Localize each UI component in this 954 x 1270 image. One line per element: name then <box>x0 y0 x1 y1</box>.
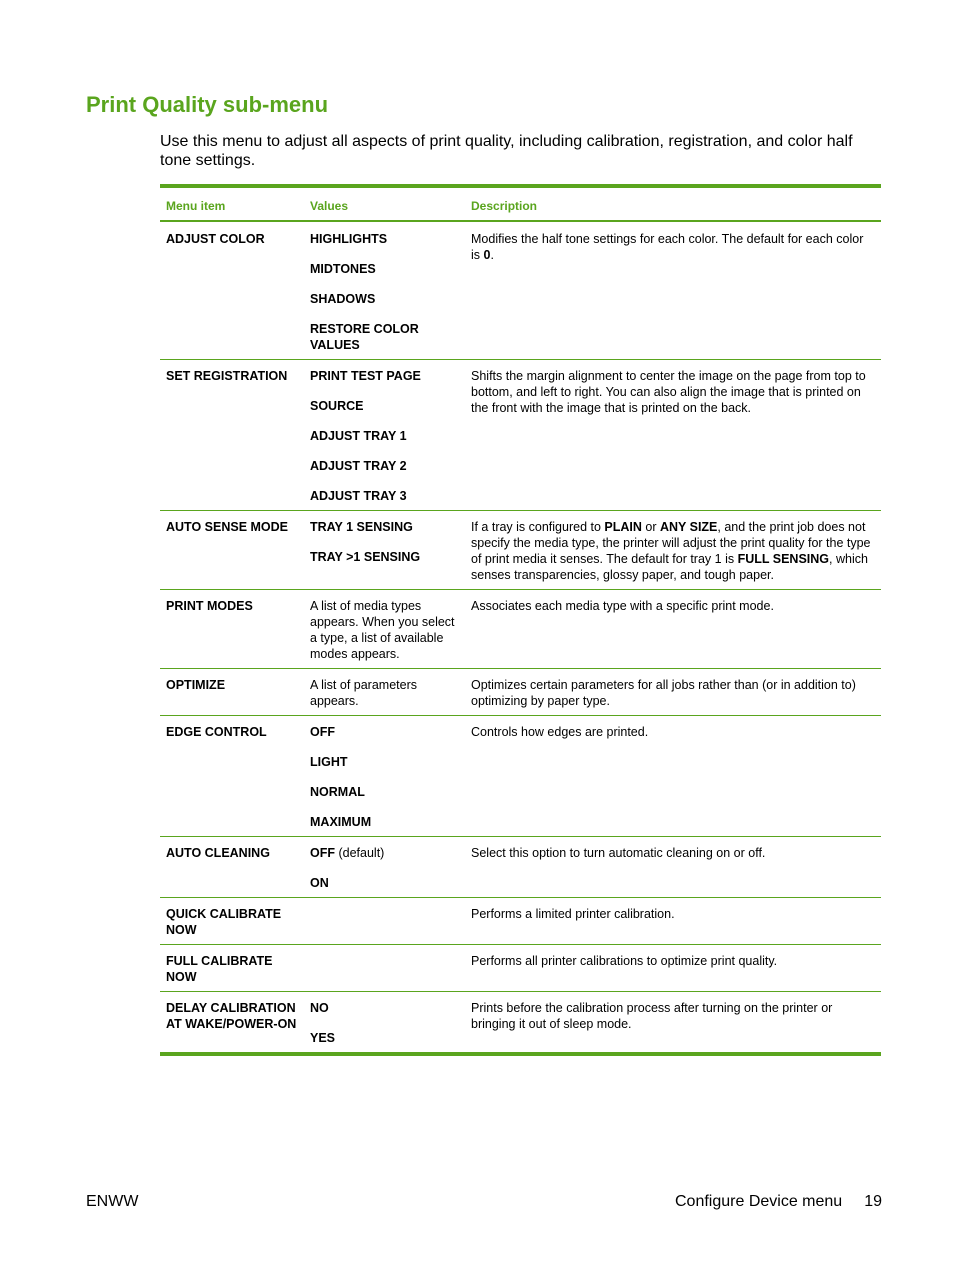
print-quality-table <box>160 184 881 1056</box>
value-text: NORMAL <box>310 785 365 799</box>
value-option <box>310 398 459 414</box>
value-option <box>310 549 459 565</box>
value-option <box>310 291 459 307</box>
menu-item-values <box>304 221 465 360</box>
value-text: A list of parameters appears. <box>310 678 417 708</box>
menu-item-name: FULL CALIBRATE NOW <box>160 945 304 992</box>
table-row <box>160 898 881 945</box>
value-option <box>310 814 459 830</box>
table-row <box>160 992 881 1053</box>
value-option <box>310 231 459 247</box>
value-option <box>310 784 459 800</box>
value-option <box>310 458 459 474</box>
description-text: FULL SENSING <box>737 552 830 566</box>
header-description: Description <box>465 188 881 221</box>
value-option <box>310 677 459 709</box>
menu-item-description <box>465 837 881 898</box>
value-text: NO <box>310 1001 329 1015</box>
menu-item-description <box>465 511 881 590</box>
description-text: Controls how edges are printed. <box>471 725 649 739</box>
menu-item-values <box>304 360 465 511</box>
value-option <box>310 261 459 277</box>
table-header-row <box>160 188 881 221</box>
table-row <box>160 360 881 511</box>
table-row <box>160 716 881 837</box>
table-body <box>160 221 881 1052</box>
value-text: OFF <box>310 725 335 739</box>
value-option <box>310 1030 459 1046</box>
menu-item-values <box>304 511 465 590</box>
value-option <box>310 754 459 770</box>
menu-item-description <box>465 945 881 992</box>
value-text: TRAY >1 SENSING <box>310 550 421 564</box>
table-row <box>160 590 881 669</box>
footer-right <box>675 1193 882 1211</box>
menu-item-name: QUICK CALIBRATE NOW <box>160 898 304 945</box>
table-row <box>160 945 881 992</box>
menu-item-name: PRINT MODES <box>160 590 304 669</box>
description-text: Optimizes certain parameters for all jobs rather than (or in addition to) optimizing by paper type. <box>471 678 856 708</box>
description-text: Performs a limited printer calibration. <box>471 907 675 921</box>
table-row <box>160 221 881 360</box>
menu-item-name: ADJUST COLOR <box>166 232 265 246</box>
description-text: 0 <box>483 248 491 262</box>
value-option <box>310 368 459 384</box>
header-values: Values <box>304 188 465 221</box>
footer-section-title: Configure Device menu <box>675 1193 843 1210</box>
value-text: (default) <box>335 846 385 860</box>
menu-item-description <box>465 669 881 716</box>
description-text: Select this option to turn automatic cleaning on or off. <box>471 846 766 860</box>
value-option <box>310 488 459 504</box>
value-option <box>310 845 459 861</box>
description-text: If a tray is configured to <box>471 520 605 534</box>
value-text: HIGHLIGHTS <box>310 232 388 246</box>
value-text: ADJUST TRAY 3 <box>310 489 407 503</box>
intro-paragraph: Use this menu to adjust all aspects of print quality, including calibration, registration, and color half tone settings. <box>160 133 853 169</box>
menu-item-description <box>465 360 881 511</box>
menu-item-name: SET REGISTRATION <box>160 360 304 511</box>
menu-item-description <box>465 590 881 669</box>
menu-item-values <box>304 898 465 945</box>
table-row <box>160 837 881 898</box>
value-option <box>310 598 459 662</box>
value-option <box>310 519 459 535</box>
value-text: ADJUST TRAY 1 <box>310 429 407 443</box>
description-text: PLAIN <box>604 520 642 534</box>
value-text: MAXIMUM <box>310 815 372 829</box>
menu-item-values <box>304 716 465 837</box>
value-option <box>310 724 459 740</box>
description-text: Shifts the margin alignment to center the image on the page from top to bottom, and left to right. You can also align the image that is printed on the front with the image that is printed on the back. <box>471 369 866 415</box>
value-text: OFF <box>310 846 335 860</box>
value-text: PRINT TEST PAGE <box>310 369 421 383</box>
description-text: ANY SIZE <box>659 520 718 534</box>
menu-item-description <box>465 992 881 1053</box>
menu-item-description <box>465 716 881 837</box>
value-text: ADJUST TRAY 2 <box>310 459 407 473</box>
value-text: TRAY 1 SENSING <box>310 520 413 534</box>
menu-item-name: OPTIMIZE <box>160 669 304 716</box>
menu-item-values <box>304 945 465 992</box>
menu-item-name: EDGE CONTROL <box>160 716 304 837</box>
table-row <box>160 511 881 590</box>
page-number: 19 <box>864 1193 882 1210</box>
value-text: A list of media types appears. When you select a type, a list of available modes appears. <box>310 599 455 661</box>
menu-item-description <box>465 221 881 360</box>
description-text: Modifies the half tone settings for each color. The default for each color is <box>471 232 864 262</box>
description-text: , which senses transparencies, glossy paper, and tough paper. <box>471 552 868 582</box>
value-text: ON <box>310 876 329 890</box>
menu-item-values <box>304 992 465 1053</box>
value-option <box>310 875 459 891</box>
value-option <box>310 1000 459 1016</box>
description-text: or <box>641 520 660 534</box>
menu-item-name: AUTO SENSE MODE <box>160 511 304 590</box>
footer-locale: ENWW <box>86 1193 139 1210</box>
value-text: SHADOWS <box>310 292 376 306</box>
value-option <box>310 321 459 353</box>
description-text: Associates each media type with a specific print mode. <box>471 599 774 613</box>
menu-item-name: DELAY CALIBRATION AT WAKE/POWER-ON <box>160 992 304 1053</box>
menu-item-values <box>304 669 465 716</box>
value-text: YES <box>310 1031 336 1045</box>
description-text: . <box>490 248 494 262</box>
menu-item-values <box>304 590 465 669</box>
menu-item-description <box>465 898 881 945</box>
header-menu-item: Menu item <box>160 188 304 221</box>
description-text: Performs all printer calibrations to optimize print quality. <box>471 954 778 968</box>
description-text: Prints before the calibration process after turning on the printer or bringing it out of sleep mode. <box>471 1001 833 1031</box>
menu-item-values <box>304 837 465 898</box>
value-text: LIGHT <box>310 755 348 769</box>
value-text: RESTORE COLOR VALUES <box>310 322 419 352</box>
value-text: SOURCE <box>310 399 364 413</box>
value-option <box>310 428 459 444</box>
table-row <box>160 669 881 716</box>
description-text: , and the print job does not specify the media type, the printer will adjust the print quality for the type of print media it senses. The default for tray 1 is <box>471 520 871 566</box>
value-text: MIDTONES <box>310 262 376 276</box>
menu-item-name: AUTO CLEANING <box>160 837 304 898</box>
page-title: Print Quality sub-menu <box>86 92 329 117</box>
